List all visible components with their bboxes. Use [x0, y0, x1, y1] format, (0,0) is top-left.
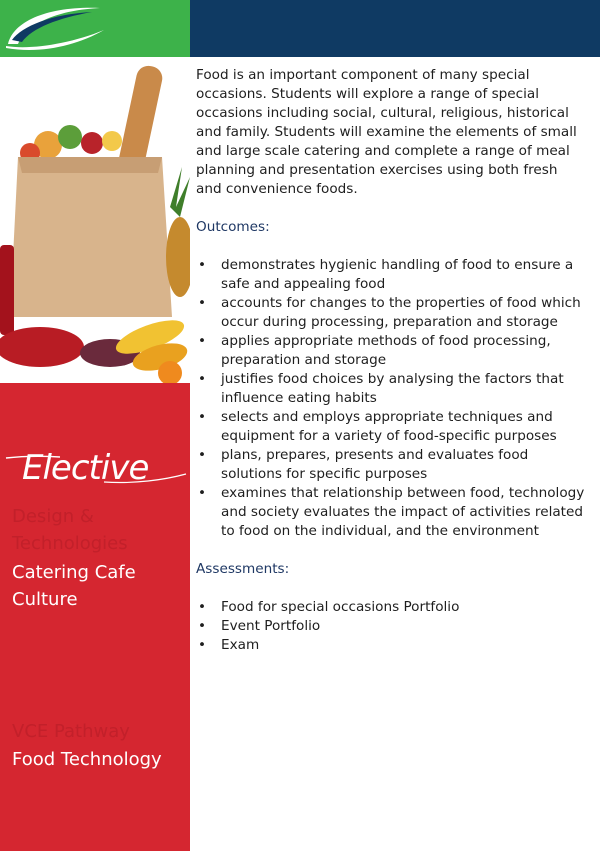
main-content — [196, 66, 586, 655]
list-item: • Food for special occasions Portfolio — [198, 599, 460, 615]
subject-line-2: Technologies — [12, 533, 128, 554]
outcomes-heading: Outcomes: — [196, 219, 270, 235]
subject-line-1: Design & — [12, 506, 94, 527]
course-line-2: Culture — [12, 589, 78, 610]
list-item: • demonstrates hygienic handling of food to ensure a safe and appealing food — [198, 257, 574, 292]
list-item: • examines that relationship between food, technology and society evaluates the impact of activities related to food on the individual, and the environment — [198, 485, 585, 539]
list-item: • applies appropriate methods of food processing, preparation and storage — [198, 333, 551, 368]
grocery-bag-photo — [0, 57, 190, 383]
list-item: • Exam — [198, 637, 260, 653]
assessments-list — [196, 598, 586, 655]
elective-title: Elective — [22, 448, 149, 488]
list-item: • selects and employs appropriate techniques and equipment for a variety of food-specific purposes — [198, 409, 557, 444]
list-item: • Event Portfolio — [198, 618, 321, 634]
intro-paragraph: Food is an important component of many special occasions. Students will explore a range of special occasions including social, cultural, religious, historical and family. Students will examine the elements of small and large scale catering and complete a range of meal planning and presentation exercises using both fresh and convenience foods. — [196, 67, 577, 197]
course-line-1: Catering Cafe — [12, 562, 136, 583]
pathway-label: VCE Pathway — [12, 721, 130, 742]
list-item: • justifies food choices by analysing the factors that influence eating habits — [198, 371, 564, 406]
header-navy-bar — [190, 0, 600, 57]
list-item: • plans, prepares, presents and evaluates food solutions for specific purposes — [198, 447, 529, 482]
pathway-value: Food Technology — [12, 749, 162, 770]
school-logo-icon — [0, 0, 110, 57]
outcomes-list — [196, 256, 586, 541]
assessments-heading: Assessments: — [196, 561, 290, 577]
list-item: • accounts for changes to the properties of food which occur during processing, preparation and storage — [198, 295, 581, 330]
